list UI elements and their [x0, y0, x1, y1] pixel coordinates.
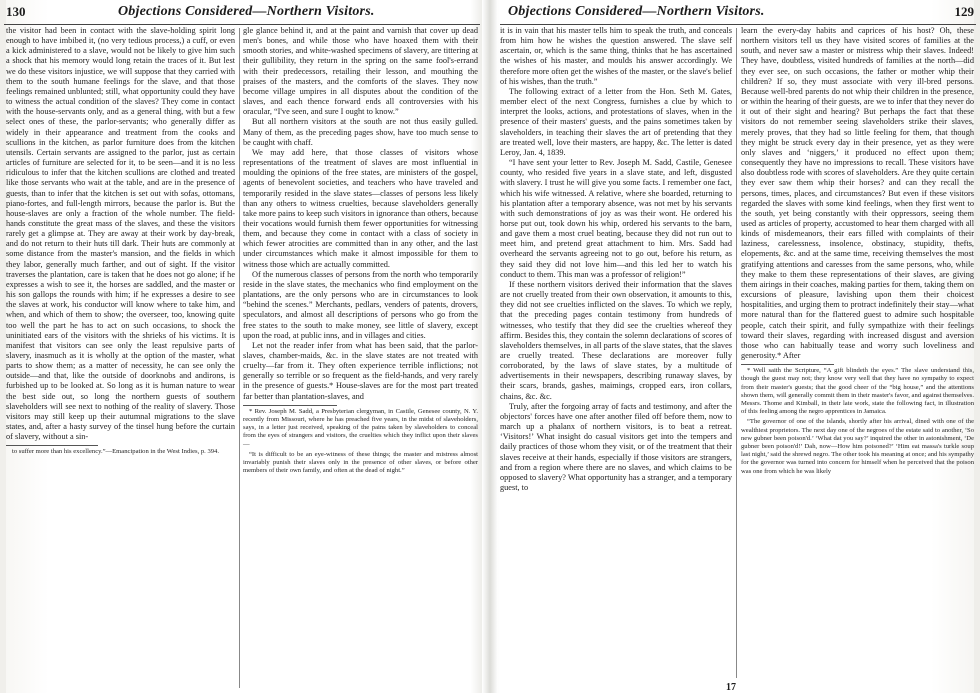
paragraph: Truly, after the forgoing array of facts and testimony, and after the objectors' forces have one after another filed off before them, now to march up a phalanx of northern visitors, is to beat a retreat. ‘Visitors!’ What insight do casual visitors get into the tempers and daily practices of those whom they visit, or of the treatment that their slaves receive at their hands, especially if those visitors are strangers, and from a region where there are no slaves, and which claims to be opposed to slavery? What opportunity has a stranger, and a temporary guest, to — [500, 401, 732, 493]
paragraph: We may add here, that those classes of visitors whose representations of the treatment of slaves are most influential in moulding the opinions of the free states, are ministers of the gospel, agents of benevolent societies, and teachers who have traveled and temporarily resided in the slave states—classes of persons less likely than any others to witness cruelties, because slaveholders generally take more pains to keep such visitors in ignorance than others, because their vocations would furnish them fewer opportunities for witnessing them, and because they come in contact with a class of society in which fewer atrocities are committed than in any other, and the last under circumstances which make it almost impossible for them to witness those which are actually committed. — [243, 147, 479, 269]
paragraph: “I have sent your letter to Rev. Joseph M. Sadd, Castile, Genesee county, who resided five years in a slave state, and left, disgusted with slavery. I trust he will give you some facts. I remember one fact, which his wife witnessed. A relative, where she boarded, returning to his plantation after a temporary absence, was not met by his servants with such demonstrations of joy as was their wont. He ordered his horse put out, took down his whip, ordered his servants to the barn, and gave them a most cruel beating, because they did not run out to meet him, and pretend great attachment to him. Mrs. Sadd had overheard the servants agreeing not to go out, before his return, as they said they did not love him—and this led her to watch his conduct to them. This man was a professor of religion!” — [500, 158, 732, 279]
running-title: Objections Considered—Northern Visitors. — [118, 4, 375, 19]
text-column-1 — [6, 26, 235, 457]
paragraph: the visitor had been in contact with the slave-holding spirit long enough to have imbibed it, (no very tedious process,) a cuff, or even a kick administered to a slave, would not be likely to give him such a shock that his memory would long retain the traces of it. But lest we do these visitors injustice, we will suppose that they carried with them to the south humane feelings for the slave, and that those feelings remained unblunted; still, what opportunity could they have to witness the actual condition of the slaves? They come in contact with the house-servants only, and as a general thing, with but a few select ones of these, the parlor-servants; who generally differ as widely in their appearance and treatment from the cooks and scullions in the kitchen, as parlor furniture does from the kitchen utensils. Certain servants are assigned to the parlor, just as certain articles of furniture are selected for it, to be seen—and it is no less ridiculous to infer that the kitchen scullions are clothed and treated like those servants who wait at the table, and are in the presence of guests, than to infer that the kitchen is set out with sofas, ottomans, piano-fortes, and full-length mirrors, because the parlor is. But the house-slaves are only a fraction of the whole number. The field-hands constitute the great mass of the slaves, and these the visitors rarely get a glimpse at. They are away at their work by day-break, and do not return to their huts till dark. Their huts are commonly at some distance from the master's mansion, and the fields in which they labor, generally much farther, and out of sight. If the visitor traverses the plantation, care is taken that he does not go alone; if he expresses a wish to see it, the horses are saddled, and the master or his son gallops the rounds with him; if he expresses a desire to see the slaves at work, his conductor will know where to take him, and when, and which of them to show; the overseer, too, knowing quite too well the part he has to act on such occasions, to shock the uninitiated ears of the visitors with the shrieks of his victims. It is manifest that visitors can see only the least repulsive parts of slavery, inasmuch as it is wholly at the option of the master, what parts to show them; as a matter of necessity, he can see only the outside—and that, like the outside of doorknobs and andirons, is furbished up to be looked at. So long as it is human nature to wear the best side out, so long the northern guests of southern slaveholders will see next to nothing of the reality of slavery. Those visitors may still keep up their autumnal migrations to the slave states, and, after a hasty survey of the tinsel hung before the curtain of slavery, without a sin- — [6, 26, 235, 442]
paragraph: gle glance behind it, and at the paint and varnish that cover up dead men's bones, and while those who have hoaxed them with their smooth stories, and white-washed specimens of slavery, are tittering at their gullibility, they return in the spring on the same fool's-errand with their predecessors, retailing their lesson, and mouthing the praises of the masters, and the comforts of the slaves. They now become village umpires in all disputes about the condition of the slaves, and each thence forward ends all controversies with his oracular, “I've seen, and sure I ought to know.” — [243, 26, 478, 117]
footnote: * Rev. Joseph M. Sadd, a Presbyterian clergyman, in Castile, Genesee county, N. Y. recently from Missouri, where he has preached five years, in the midst of slaveholders, says, in a letter just received, speaking of the pains taken by slaveholders to conceal from the eyes of strangers and visitors, the cruelties which they inflict upon their slaves— — [243, 407, 478, 448]
footnote-rule — [741, 364, 834, 365]
left-page — [0, 0, 482, 693]
signature-number: 17 — [726, 682, 736, 693]
header-rule — [500, 24, 976, 25]
text-column-2 — [741, 26, 974, 476]
header-rule — [4, 24, 480, 25]
paragraph: Of the numerous classes of persons from the north who temporarily reside in the slave states, the mechanics who find employment on the plantations, are the only persons who are in circumstances to look “behind the scenes.” Merchants, pedlars, venders of patents, drovers, speculators, and almost all descriptions of persons who go from the free states to the south to make money, see little of slavery, except upon the road, at public inns, and in villages and cities. — [243, 269, 478, 340]
paragraph: learn the every-day habits and caprices of his host? Oh, these northern visitors tell us they have visited scores of families at the south, and never saw a master or mistress whip their slaves. Indeed! They have, doubtless, visited hundreds of families at the north—did they ever see, on such occasions, the father or mother whip their children? If so, they must associate with very ill-bred persons. Because well-bred parents do not whip their children in the presence, or within the hearing of their guests, are we to infer that they never do it out of their sight and hearing? But perhaps the fact that these visitors do not remember seeing slaveholders strike their slaves, merely proves, that they had so little feeling for them, that though they might be struck every day in their presence, yet as they were only slaves and ‘niggers,’ it produced no effect upon them; consequently they have no impressions to recall. These visitors have also doubtless rode with scores of slaveholders. Are they quite certain they ever saw them whip their horses? and can they recall the persons, times, places, and circumstances? But even if these visitors regarded the slaves with some kind feelings, when they first went to the south, yet being constantly with their oppressors, seeing them used as articles of property, accustomed to hear them charged with all kinds of misdemeanors, their ears filled with complaints of their laziness, carelessness, insolence, obstinacy, stupidity, thefts, elopements, &c. and at the same time, receiving themselves the most gratifying attentions and caresses from the same persons, who, while they make to them these representations of their slaves, are giving them airings in their coaches, making parties for them, taking them on excursions of pleasure, lavishing upon them their choicest hospitalities, and urging them to protract indefinitely their stay—what more natural than for the flattered guest to admire such hospitable people, catch their spirit, and fully sympathize with their feelings toward their slaves, regarding with increased disgust and aversion those who can habitually tease and worry such loveliness and generosity.* After — [741, 26, 974, 360]
right-page — [498, 0, 980, 693]
footnote-rule — [6, 445, 98, 446]
book-gutter — [482, 0, 498, 693]
footnote: * Well saith the Scripture, “A gift blindeth the eyes.” The slave understand this, though the guest may not; they know very well that they have no sympathy to expect from their master's guests; that the good cheer of the “big house,” and the attentions shown them, will generally commit them in their master's favor, and against themselves. Messrs. Thome and Kimball, in their late work, state the following fact, in illustration of this feeling among the negro apprentices in Jamaica. — [741, 367, 974, 416]
text-column-1 — [500, 26, 732, 493]
footnote: “The governor of one of the islands, shortly after his arrival, dined with one of the wealthiest proprietors. The next day one of the negroes of the estate said to another, ‘So new gubner been poison'd.’ ‘What dat you say?’ inquired the other in astonishment, ‘De gubner been poison'd!’ Dah, now—How him poisoned?’ ‘Him eat massa's turkle soup last night,’ said the shrewd negro. The other took his meaning at once; and his sympathy for the governor was turned into concern for himself when he perceived that the poison was one from which he was likely — [741, 418, 974, 475]
footnote: to suffer more than his excellency.”—Emancipation in the West Indies, p. 394. — [12, 448, 219, 456]
footnote: “It is difficult to be an eye-witness of these things; the master and mistress almost invariably punish their slaves only in the presence of other slaves, or before other members of their own family, and often at the dead of night.” — [243, 450, 478, 475]
paragraph: If these northern visitors derived their information that the slaves are not cruelly treated from their own observation, it amounts to this, they did not see cruelties inflicted on the slaves. To which we reply, that the preceding pages contain testimony from hundreds of witnesses, who testify that they did see the cruelties whereof they affirm. Besides this, they contain the solemn declarations of scores of slaveholders themselves, in all parts of the slave states, that the slaves are cruelly treated. These declarations are moreover fully corroborated, by the laws of slave states, by a multitude of advertisements in their newspapers, describing runaway slaves, by their scars, brands, gashes, maimings, cropped ears, iron collars, chains, &c. &c. — [500, 279, 732, 401]
footnote-rule — [243, 405, 337, 406]
page-number: 129 — [954, 4, 974, 19]
paragraph: The following extract of a letter from the Hon. Seth M. Gates, member elect of the next Congress, furnishes a clue by which to interpret the looks, actions, and protestations of slaves, when in the presence of their masters' guests, and the pains sometimes taken by slaveholders, in teaching their slaves the art of pretending that they are treated well, love their masters, are happy, &c. The letter is dated Leroy, Jan. 4, 1839. — [500, 86, 732, 157]
text-column-2 — [243, 26, 478, 475]
paragraph: it is in vain that his master tells him to speak the truth, and conceals from him how he wishes the question answered. The slave self ascertain, or, which is the same thing, thinks that he has ascertained the wishes of his master, and moulds his answer accordingly. We therefore more often get the wishes of the master, or the slave's belief of his wishes, than the truth.” — [500, 26, 732, 86]
column-divider — [239, 28, 240, 688]
paragraph: Let not the reader infer from what has been said, that the parlor-slaves, chamber-maids, &c. in the slave states are not treated with cruelty—far from it. They often experience terrible inflictions; not generally so terrible or so frequent as the field-hands, and very rarely in the presence of guests.* House-slaves are for the most part treated far better than plantation-slaves, and — [243, 340, 478, 401]
page-number: 130 — [6, 4, 26, 19]
paragraph: But all northern visitors at the south are not thus easily gulled. Many of them, as the preceding pages show, have too much sense to be caught with chaff. — [243, 117, 478, 147]
running-title: Objections Considered—Northern Visitors. — [508, 4, 765, 19]
column-divider — [736, 28, 737, 678]
